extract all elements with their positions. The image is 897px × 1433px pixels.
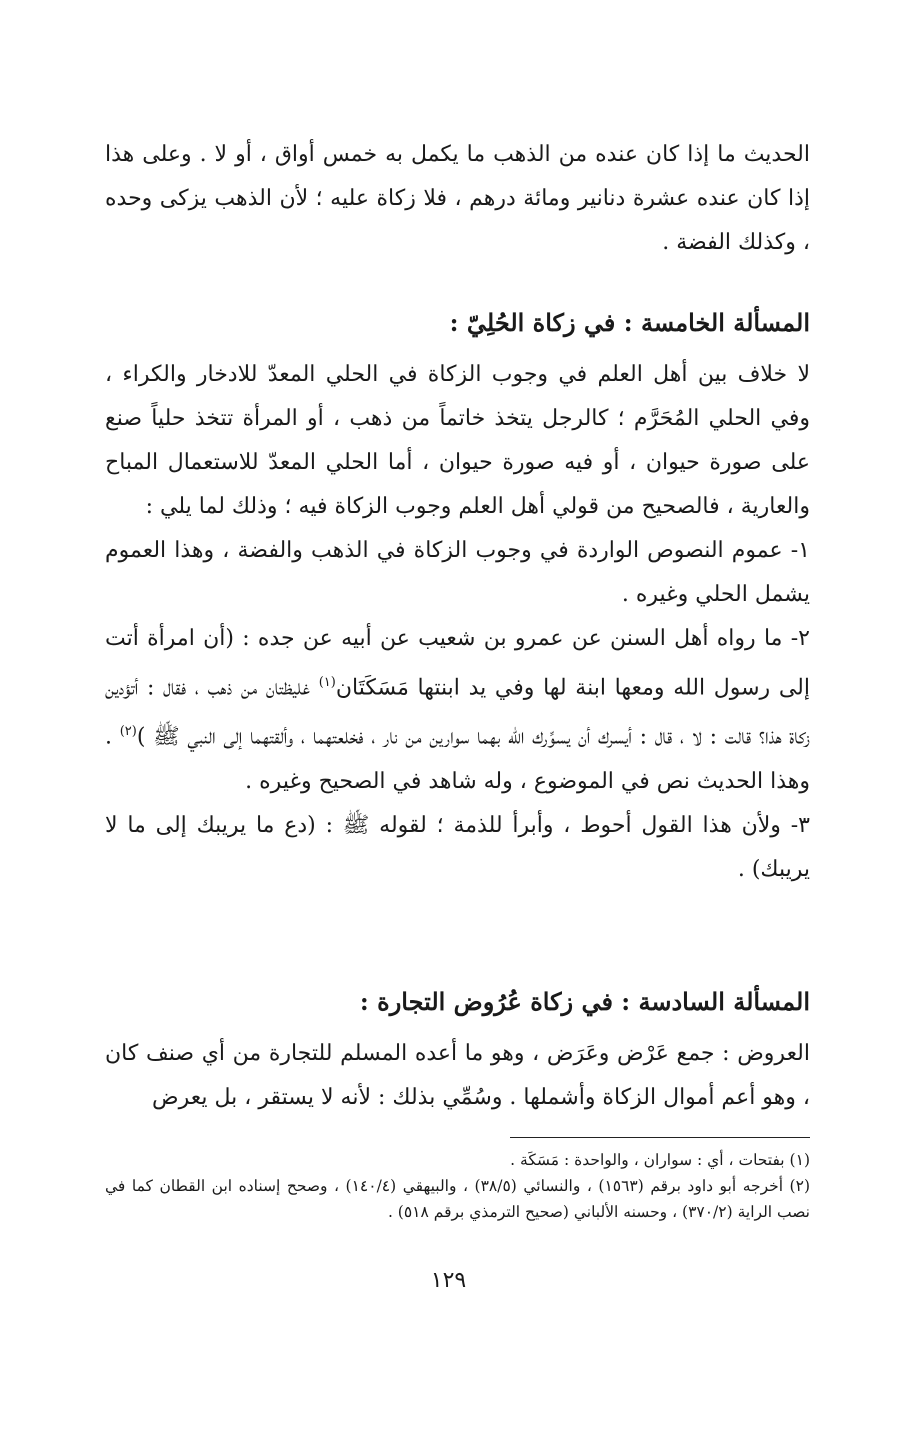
section5-paragraph: لا خلاف بين أهل العلم في وجوب الزكاة في الحلي المعدّ للادخار والكراء ، وفي الحلي المُحَرَّم ؛ كالرجل يتخذ خاتماً من ذهب ، أو المرأة تتخذ حلياً صنع على صورة حيوان ، أو فيه صورة حيوان ، أما الحلي المعدّ للاستعمال المباح والعارية ، فالصحيح من قولي أهل العلم وجوب الزكاة فيه ؛ وذلك لما يلي : xyxy=(105,362,810,519)
intro-block xyxy=(105,133,810,265)
footnote-ref-2: (٢) xyxy=(119,724,137,740)
section5-point1: ١- عموم النصوص الواردة في وجوب الزكاة في الذهب والفضة ، وهذا العموم يشمل الحلي وغيره . xyxy=(105,538,810,607)
intro-paragraph: الحديث ما إذا كان عنده من الذهب ما يكمل به خمس أواق ، أو لا . وعلى هذا إذا كان عنده عشرة دنانير ومائة درهم ، فلا زكاة عليه ؛ لأن الذهب يزكى وحده ، وكذلك الفضة . xyxy=(105,142,810,255)
page-number: ١٢٩ xyxy=(430,1268,467,1293)
section5-heading: المسألة الخامسة : في زكاة الحُلِيّ : xyxy=(449,308,810,337)
section6-heading: المسألة السادسة : في زكاة عُرُوض التجارة : xyxy=(359,987,810,1016)
section6-block xyxy=(105,1032,810,1120)
footnote-divider xyxy=(510,1137,810,1138)
footnote-1: (١) بفتحات ، أي : سواران ، والواحدة : مَسَكَة . xyxy=(510,1151,810,1169)
section5-point3: ٣- ولأن هذا القول أحوط ، وأبرأ للذمة ؛ لقوله ﷺ : (دع ما يريبك إلى ما لا يريبك) . xyxy=(105,812,810,882)
footnote-2: (٢) أخرجه أبو داود برقم (١٥٦٣) ، والنسائي (٣٨/٥) ، والبيهقي (١٤٠/٤) ، وصحح إسناده ابن القطان كما في نصب الراية (٣٧٠/٢) ، وحسنه الألباني (صحيح الترمذي برقم ٥١٨) . xyxy=(105,1177,810,1221)
point2-text-b: غليظتان من ذهب ، فقال : أتؤدين زكاة هذا؟ قالت : لا ، قال : أيسرك أن يسوِّرك الله بهما سوارين من نار ، فخلعتهما ، وألقتهما إلى النبي ﷺ ) xyxy=(105,675,810,750)
section5-point2 xyxy=(105,617,810,804)
section6-paragraph: العروض : جمع عَرْض وعَرَض ، وهو ما أعده المسلم للتجارة من أي صنف كان ، وهو أعم أموال الزكاة وأشملها . وسُمِّي بذلك : لأنه لا يستقر ، بل يعرض xyxy=(105,1041,810,1110)
point2-text-a: ٢- ما رواه أهل السنن عن عمرو بن شعيب عن أبيه عن جده : (أن امرأة أتت إلى رسول الله ومعها ابنة لها وفي يد ابنتها مَسَكَتَان xyxy=(105,626,810,701)
footnotes xyxy=(105,1147,810,1225)
section5-block xyxy=(105,353,810,892)
footnote-ref-1: (١) xyxy=(318,675,336,690)
point2-text-c: . وهذا الحديث نص في الموضوع ، وله شاهد في الصحيح وغيره . xyxy=(105,724,810,794)
